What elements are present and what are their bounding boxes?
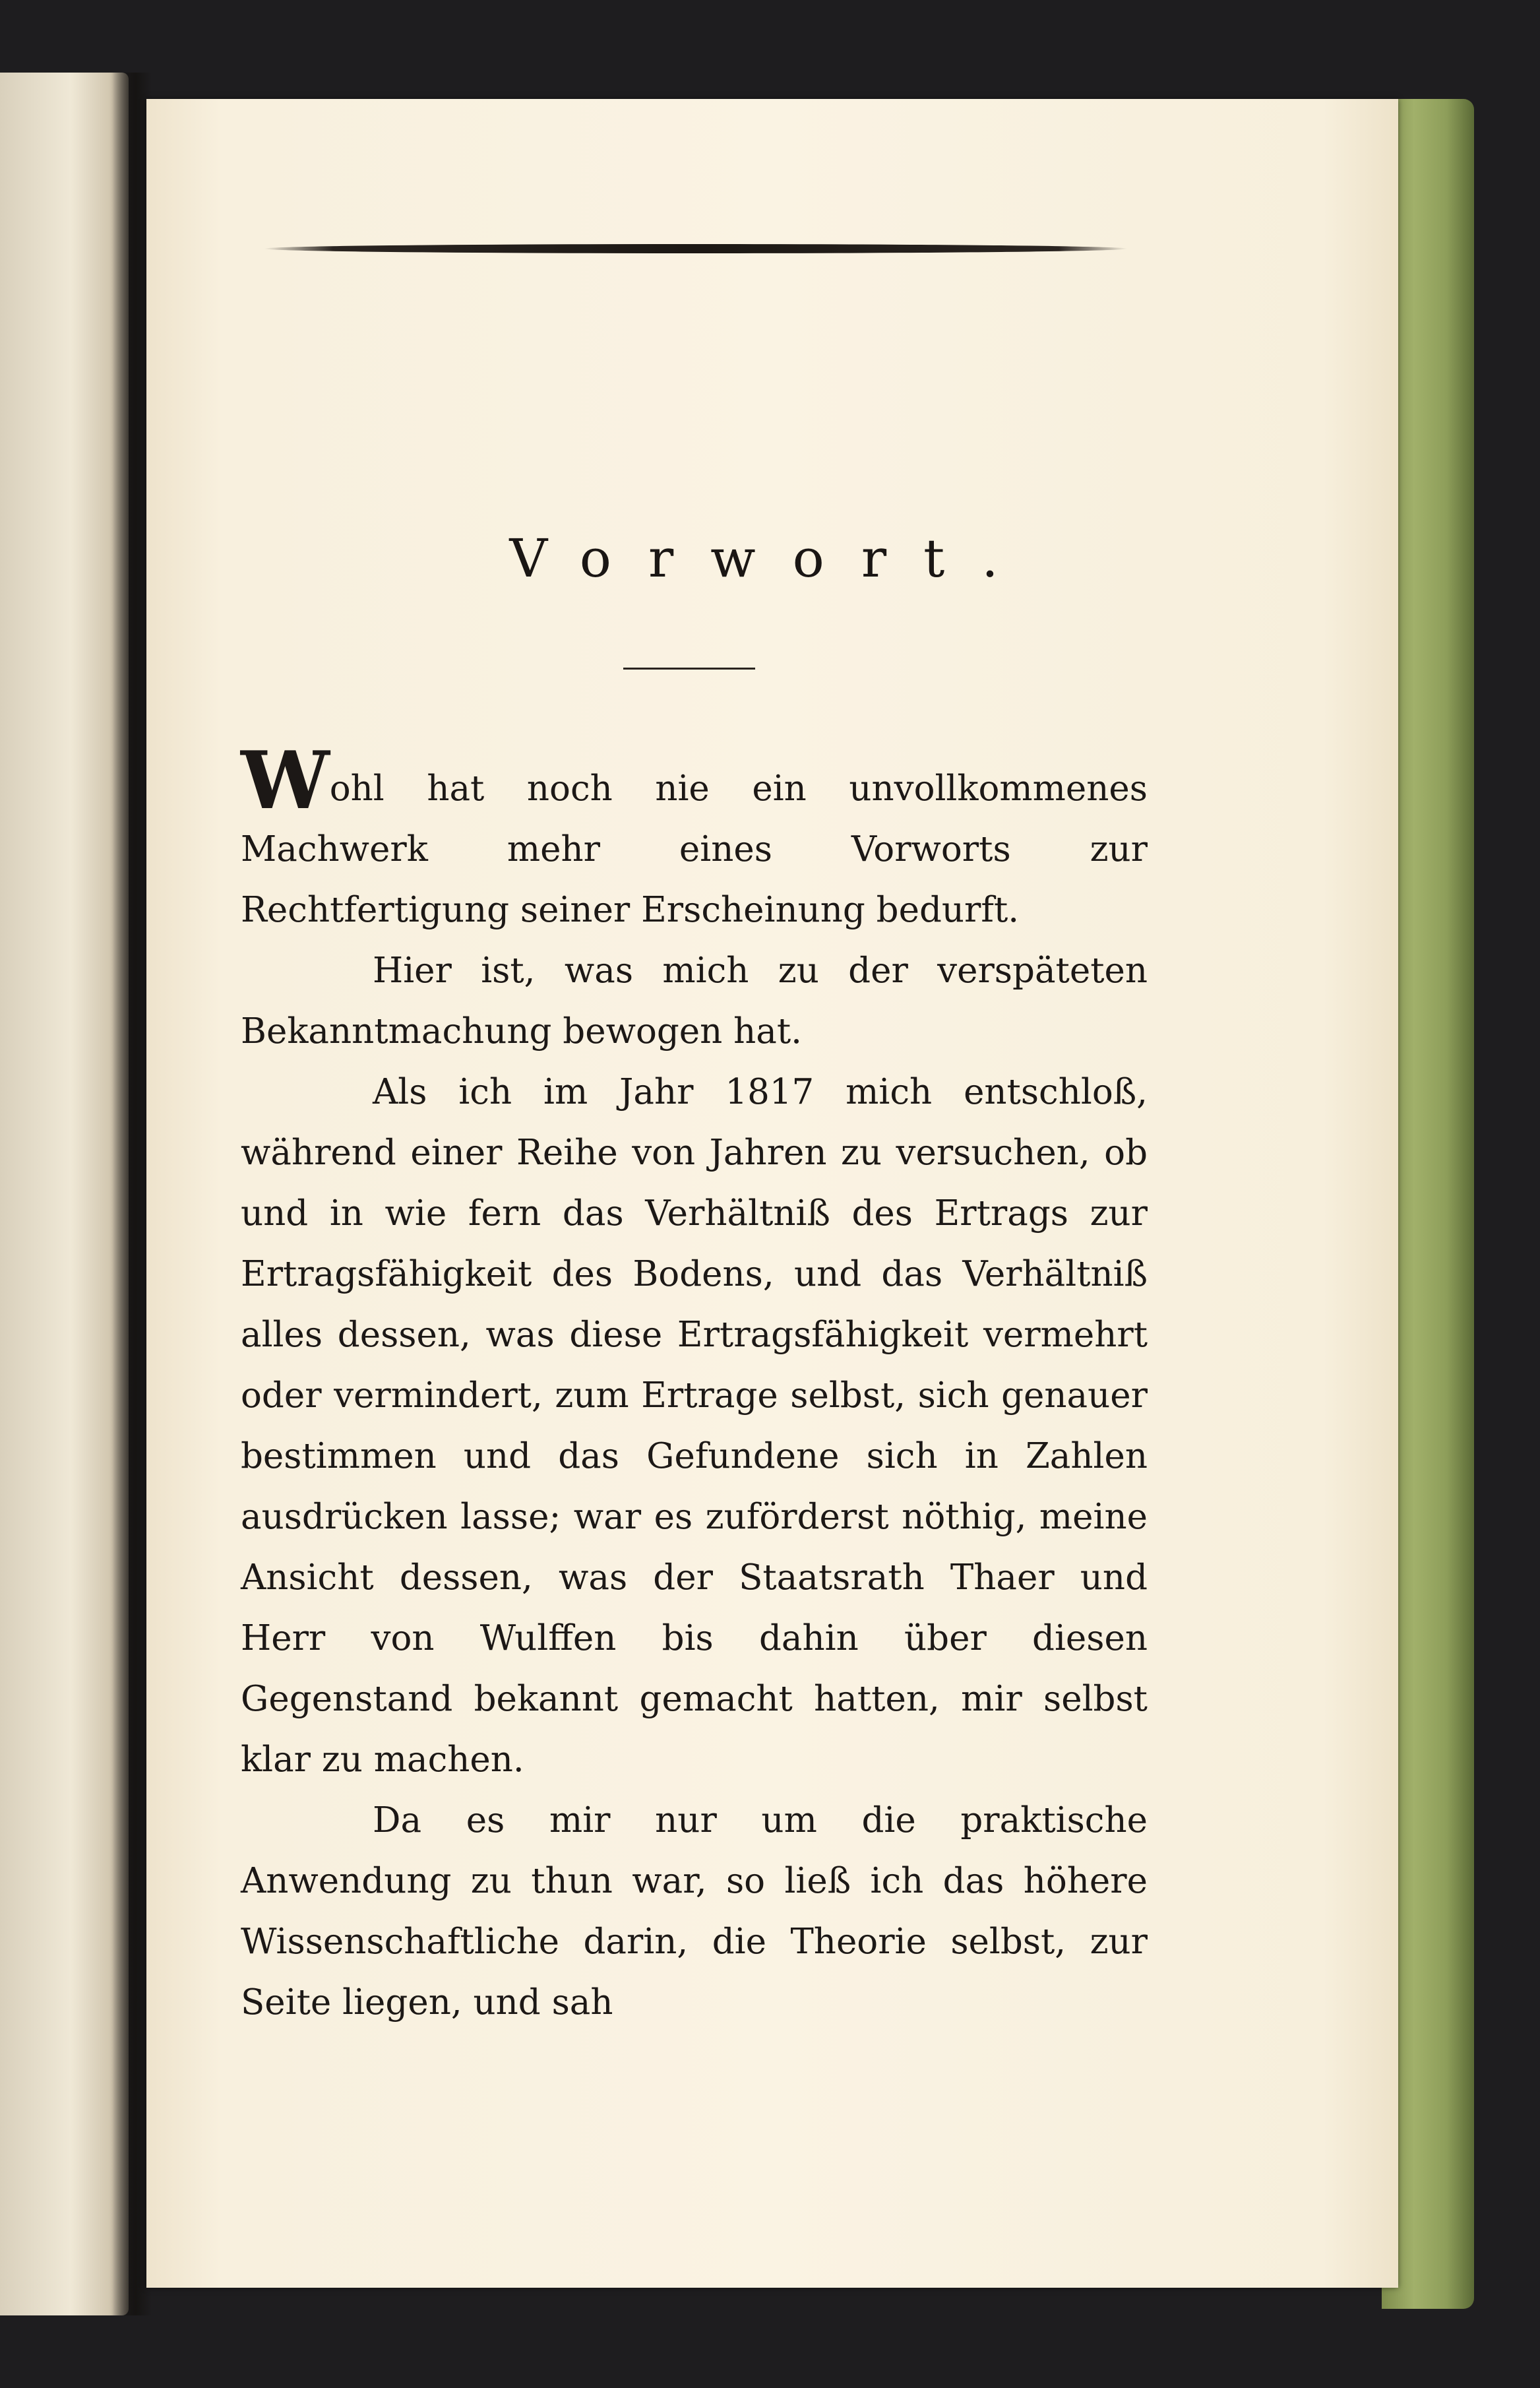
paragraph-4: Da es mir nur um die praktische Anwendung zu thun war, so ließ ich das höhere Wissenschaftliche darin, die Theorie selbst, zur Seite liegen, und sah — [241, 1800, 1148, 2023]
left-page-edge — [0, 73, 129, 2315]
body-text — [241, 734, 1148, 2033]
paragraph-3: Als ich im Jahr 1817 mich entschloß, während einer Reihe von Jahren zu versuchen, ob und in wie fern das Verhältniß des Ertrags zur Ertragsfähigkeit des Bodens, und das Verhältniß alles dessen, was diese Ertragsfähigkeit vermehrt oder vermindert, zum Ertrage selbst, sich genauer bestimmen und das Gefundene sich in Zahlen ausdrücken lasse; war es zuförderst nöthig, meine Ansicht dessen, was der Staatsrath Thaer und Herr von Wulffen bis dahin über diesen Gegenstand bekannt gemacht hatten, mir selbst klar zu machen. — [241, 1072, 1148, 1780]
page-heading: Vorwort. — [509, 528, 1035, 589]
paragraph-text: ohl hat noch nie ein unvollkommenes Machwerk mehr eines Vorworts zur Rechtfertigung seiner Erscheinung bedurft. — [241, 769, 1148, 930]
paragraph-2: Hier ist, was mich zu der verspäteten Bekanntmachung bewogen hat. — [241, 951, 1148, 1052]
heading-divider — [623, 668, 755, 670]
book-gutter — [112, 73, 152, 2315]
ornamental-rule — [264, 244, 1128, 253]
drop-cap: W — [241, 734, 330, 827]
paragraph-1 — [241, 734, 1148, 941]
